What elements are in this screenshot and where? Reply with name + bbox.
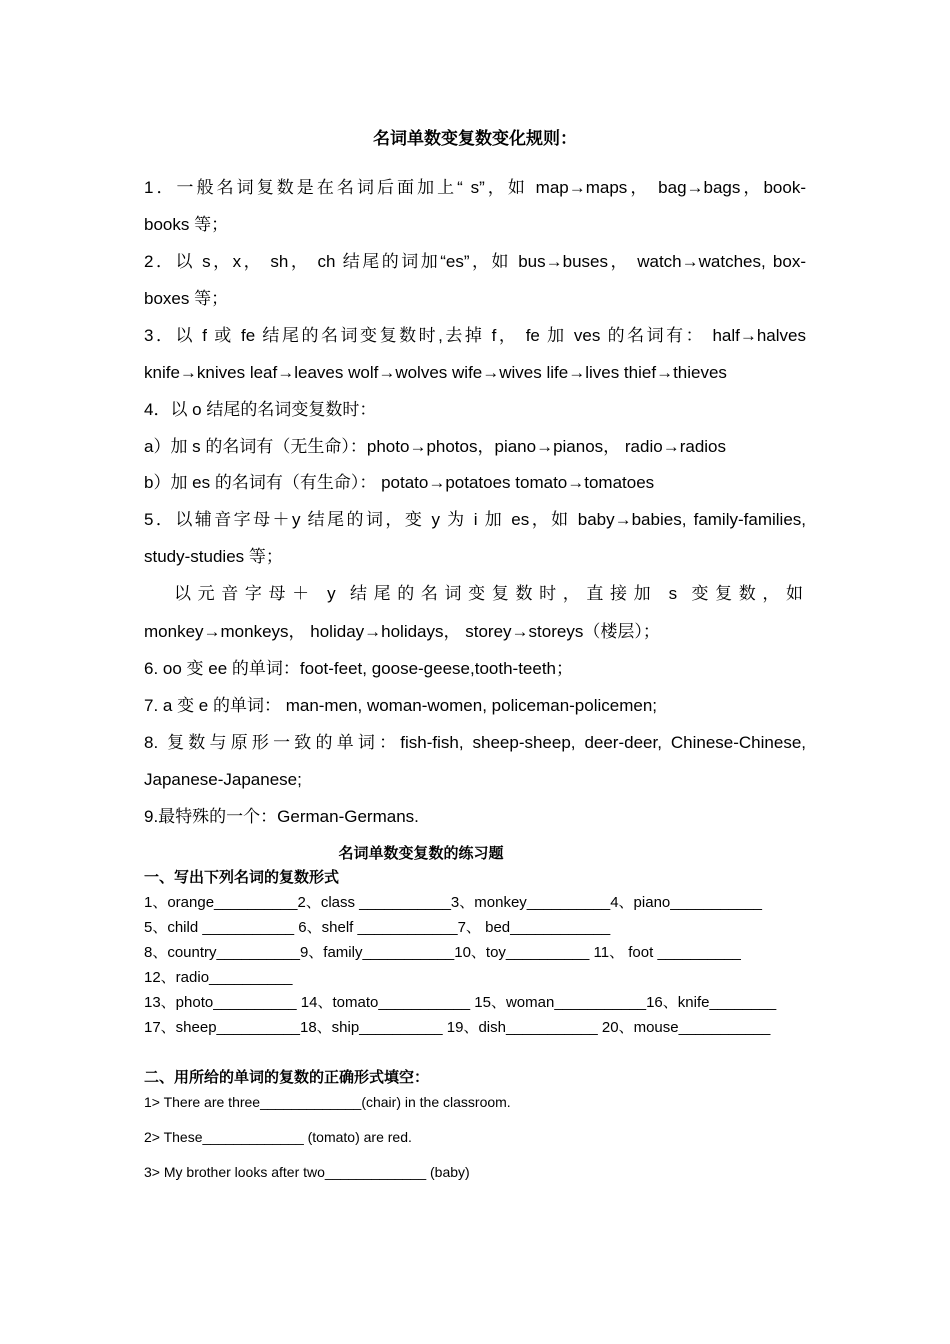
rule-line: 5．以辅音字母＋y 结尾的词，变 y 为 i 加 es，如 baby→babies, family-families, [144, 510, 806, 529]
section1-heading: 一、写出下列名词的复数形式 [144, 869, 340, 886]
rule-line: 3．以 f 或 fe 结尾的名词变复数时,去掉 f， fe 加 ves 的名词有： half→halves [144, 326, 806, 345]
fill-in-sentence: 2> These_____________ (tomato) are red. [144, 1129, 412, 1145]
exercise-row: 8、country__________9、family___________10、toy__________ 11、 foot __________ [144, 944, 741, 961]
rule-line: study-studies 等； [144, 547, 283, 566]
fill-in-sentence: 1> There are three_____________(chair) in the classroom. [144, 1094, 511, 1110]
rule-line: Japanese-Japanese; [144, 770, 302, 789]
rules-title: 名词单数变复数变化规则： [373, 129, 577, 148]
rule-line: 1．一般名词复数是在名词后面加上“ s”，如 map→maps， bag→bags，book- [144, 178, 806, 197]
exercise-row: 17、sheep__________18、ship__________ 19、dish___________ 20、mouse___________ [144, 1019, 771, 1036]
rule-line: 以元音字母＋ y 结尾的名词变复数时，直接加 s 变复数，如 [174, 584, 806, 603]
exercise-row: 12、radio__________ [144, 969, 293, 986]
exercise-title: 名词单数变复数的练习题 [338, 845, 504, 862]
rule-line: 8. 复数与原形一致的单词：fish-fish, sheep-sheep, deer-deer, Chinese-Chinese, [144, 733, 806, 752]
rule-line: 9.最特殊的一个：German-Germans. [144, 807, 419, 826]
rule-line: 4．以 o 结尾的名词变复数时： [144, 400, 377, 419]
section2-heading: 二、用所给的单词的复数的正确形式填空： [144, 1069, 430, 1086]
rule-line: b）加 es 的名词有（有生命）： potato→potatoes tomato→tomatoes [144, 473, 655, 492]
rule-line: 6. oo 变 ee 的单词：foot-feet, goose-geese,tooth-teeth； [144, 659, 574, 678]
exercise-row: 5、child ___________ 6、shelf ____________7、 bed____________ [144, 919, 611, 936]
exercise-row: 1、orange__________2、class ___________3、monkey__________4、piano___________ [144, 894, 763, 911]
rule-line: knife→knives leaf→leaves wolf→wolves wife→wives life→lives thief→thieves [144, 363, 727, 382]
rule-line: a）加 s 的名词有（无生命）：photo→photos，piano→pianos， radio→radios [144, 437, 727, 456]
exercise-row: 13、photo__________ 14、tomato___________ 15、woman___________16、knife________ [144, 994, 777, 1011]
rule-line: boxes 等； [144, 289, 229, 308]
rule-line: books 等； [144, 215, 229, 234]
rule-line: 2．以 s，x， sh， ch 结尾的词加“es”，如 bus→buses， watch→watches, box- [144, 252, 806, 271]
fill-in-sentence: 3> My brother looks after two_____________ (baby) [144, 1164, 470, 1180]
rule-line: 7. a 变 e 的单词： man-men, woman-women, policeman-policemen; [144, 696, 658, 715]
rule-line: monkey→monkeys， holiday→holidays， storey→storeys（楼层）； [144, 622, 660, 641]
